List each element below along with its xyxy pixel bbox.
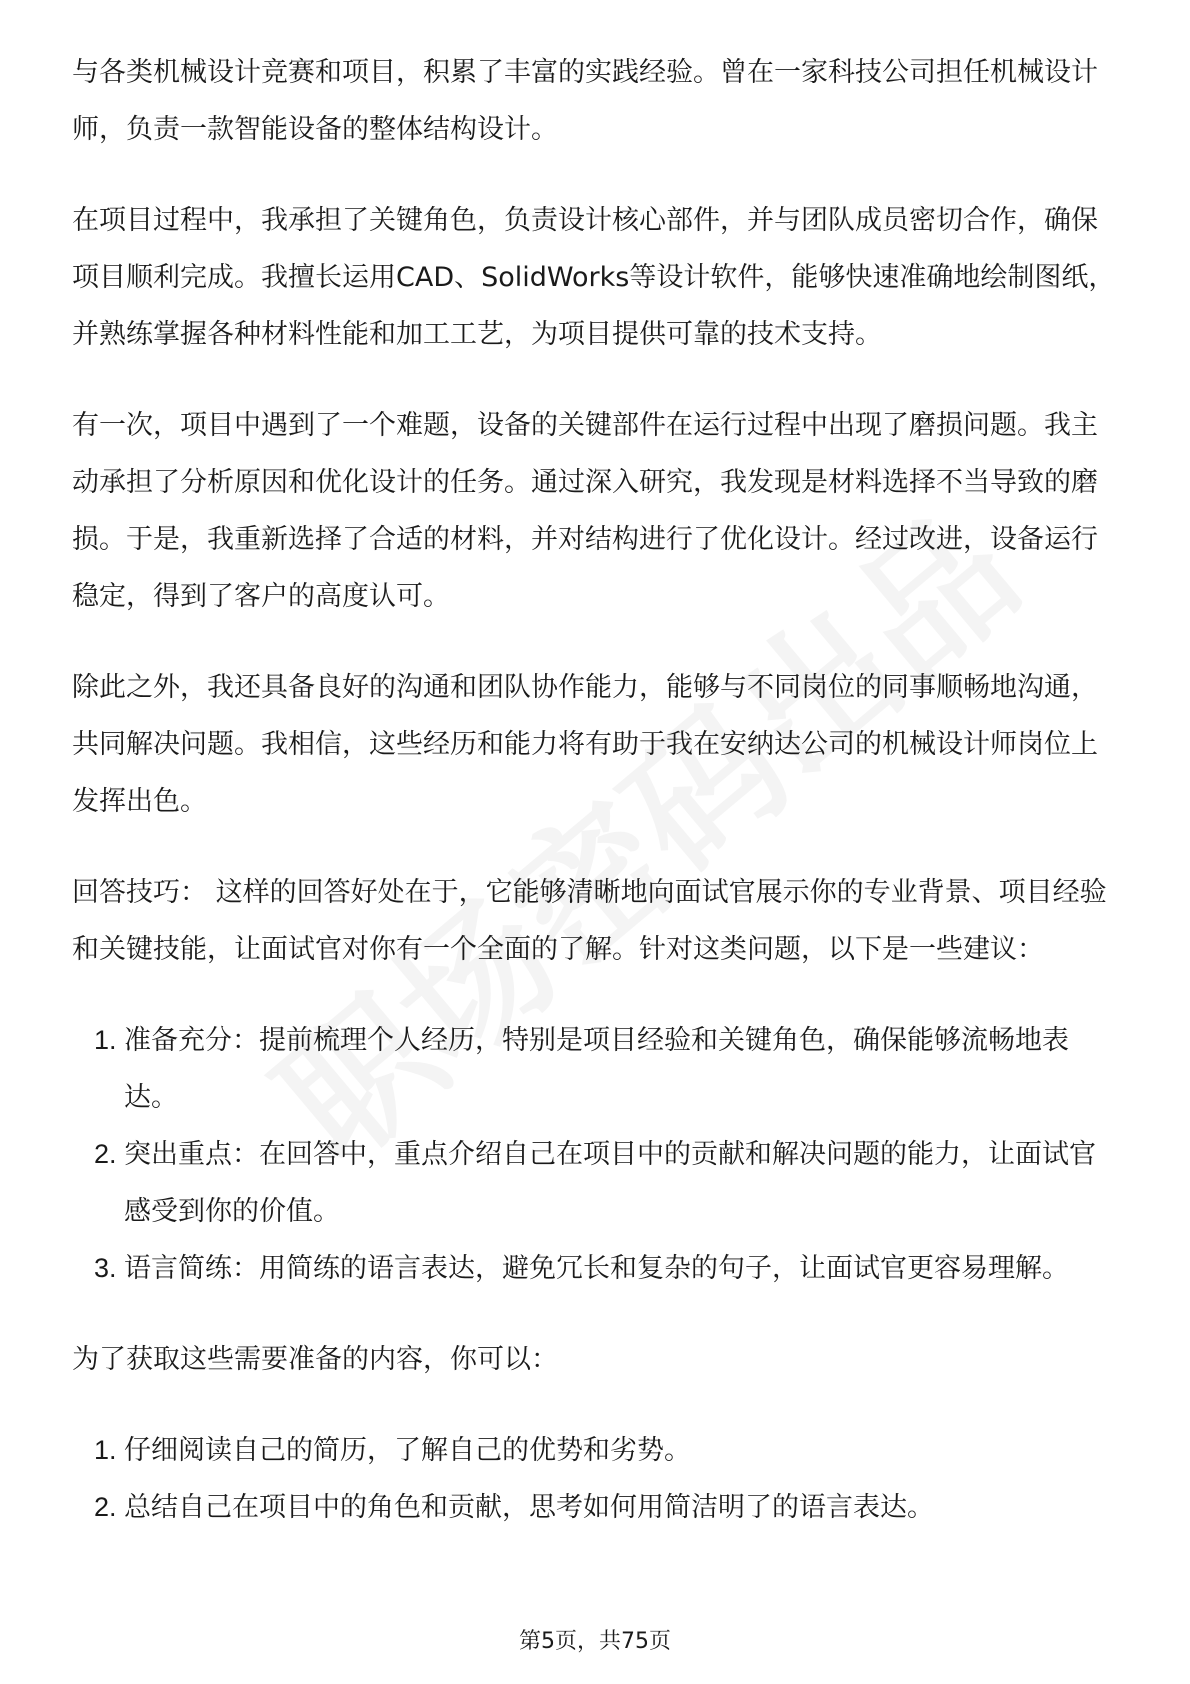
tips-list [72, 1012, 1122, 1297]
paragraph-experience: 与各类机械设计竞赛和项目，积累了丰富的实践经验。曾在一家科技公司担任机械设计师，负责一款智能设备的整体结构设计。 [72, 57, 1098, 145]
list-item: 1. 准备充分：提前梳理个人经历，特别是项目经验和关键角色，确保能够流畅地表达。 [124, 1012, 1122, 1126]
document-body [72, 44, 1122, 1570]
list-item: 2. 突出重点：在回答中，重点介绍自己在项目中的贡献和解决问题的能力，让面试官感受到你的价值。 [124, 1126, 1122, 1240]
paragraph-prep-intro: 为了获取这些需要准备的内容，你可以： [72, 1344, 558, 1375]
page-number-footer: 第5页，共75页 [519, 1629, 671, 1654]
prep-list [72, 1422, 1122, 1536]
paragraph-project-role: 在项目过程中，我承担了关键角色，负责设计核心部件，并与团队成员密切合作，确保项目顺利完成。我擅长运用CAD、SolidWorks等设计软件，能够快速准确地绘制图纸，并熟练掌握各种材料性能和加工工艺，为项目提供可靠的技术支持。 [72, 205, 1116, 350]
paragraph-answer-tips: 回答技巧： 这样的回答好处在于，它能够清晰地向面试官展示你的专业背景、项目经验和关键技能，让面试官对你有一个全面的了解。针对这类问题，以下是一些建议： [72, 877, 1107, 965]
list-item: 2. 总结自己在项目中的角色和贡献，思考如何用简洁明了的语言表达。 [124, 1479, 1122, 1536]
list-item: 1. 仔细阅读自己的简历，了解自己的优势和劣势。 [124, 1422, 1122, 1479]
list-item: 3. 语言简练：用简练的语言表达，避免冗长和复杂的句子，让面试官更容易理解。 [124, 1240, 1122, 1297]
paragraph-communication: 除此之外，我还具备良好的沟通和团队协作能力，能够与不同岗位的同事顺畅地沟通，共同解决问题。我相信，这些经历和能力将有助于我在安纳达公司的机械设计师岗位上发挥出色。 [72, 672, 1098, 817]
paragraph-problem-solving: 有一次，项目中遇到了一个难题，设备的关键部件在运行过程中出现了磨损问题。我主动承担了分析原因和优化设计的任务。通过深入研究，我发现是材料选择不当导致的磨损。于是，我重新选择了合适的材料，并对结构进行了优化设计。经过改进，设备运行稳定，得到了客户的高度认可。 [72, 410, 1098, 612]
